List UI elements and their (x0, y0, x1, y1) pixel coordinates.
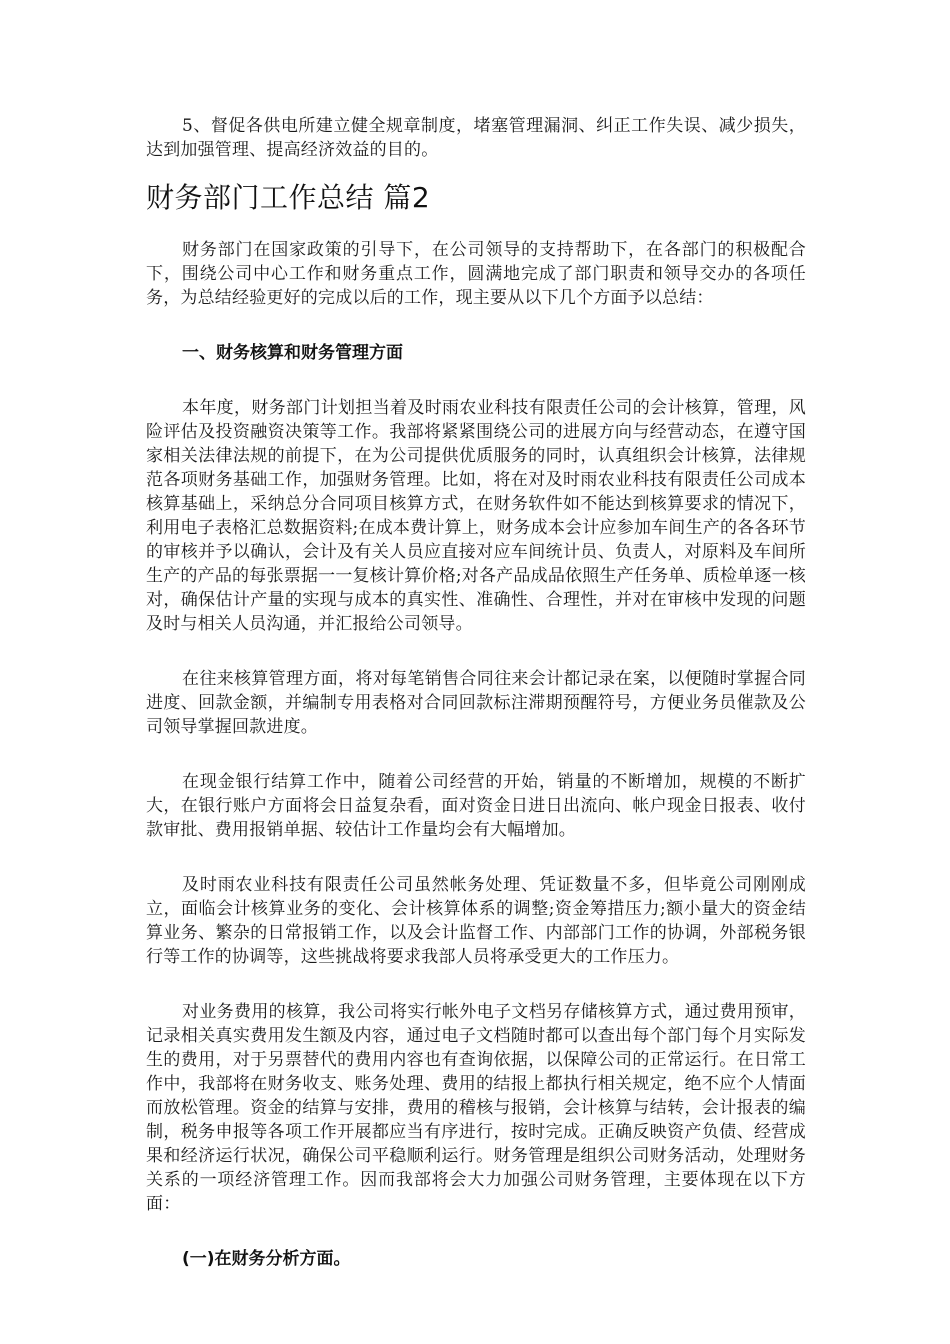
summary-paragraph: 财务部门在国家政策的引导下，在公司领导的支持帮助下，在各部门的积极配合下，围绕公司中心工作和财务重点工作，圆满地完成了部门职责和领导交办的各项任务，为总结经验更好的完成以后的工作，现主要从以下几个方面予以总结： (146, 240, 806, 308)
subheading-financial-analysis: (一)在财务分析方面。 (182, 1249, 351, 1269)
section-title: 财务部门工作总结 篇2 (146, 181, 431, 214)
document-body (146, 114, 806, 1302)
paragraph-annual-plan: 本年度，财务部门计划担当着及时雨农业科技有限责任公司的会计核算，管理，风险评估及投资融资决策等工作。我部将紧紧围绕公司的进展方向与经营动态，在遵守国家相关法律法规的前提下，在为公司提供优质服务的同时，认真组织会计核算，法律规范各项财务基础工作，加强财务管理。比如，将在对及时雨农业科技有限责任公司成本核算基础上，采纳总分合同项目核算方式，在财务软件如不能达到核算要求的情况下，利用电子表格汇总数据资料;在成本费计算上，财务成本会计应参加车间生产的各各环节的审核并予以确认，会计及有关人员应直接对应车间统计员、负责人，对原料及车间所生产的产品的每张票据一一复核计算价格;对各产品成品依照生产任务单、质检单逐一核对，确保估计产量的实现与成本的真实性、准确性、合理性，并对在审核中发现的问题及时与相关人员沟通，并汇报给公司领导。 (146, 398, 806, 634)
intro-paragraph: 5、督促各供电所建立健全规章制度，堵塞管理漏洞、纠正工作失误、减少损失，达到加强管理、提高经济效益的目的。 (146, 116, 806, 160)
paragraph-expense-accounting: 对业务费用的核算，我公司将实行帐外电子文档另存储核算方式，通过费用预审，记录相关真实费用发生额及内容，通过电子文档随时都可以查出每个部门每个月实际发生的费用，对于另票替代的费用内容也有查询依据，以保障公司的正常运行。在日常工作中，我部将在财务收支、账务处理、费用的结报上都执行相关规定，绝不应个人情面而放松管理。资金的结算与安排，费用的稽核与报销，会计核算与结转，会计报表的编制，税务申报等各项工作开展都应当有序进行，按时完成。正确反映资产负债、经营成果和经济运行状况，确保公司平稳顺利运行。财务管理是组织公司财务活动，处理财务关系的一项经济管理工作。因而我部将会大力加强公司财务管理，主要体现在以下方面： (146, 1002, 806, 1214)
paragraph-challenges: 及时雨农业科技有限责任公司虽然帐务处理、凭证数量不多，但毕竟公司刚刚成立，面临会计核算业务的变化、会计核算体系的调整;资金筹措压力;额小量大的资金结算业务、繁杂的日常报销工作，以及会计监督工作、内部部门工作的协调，外部税务银行等工作的协调等，这些挑战将要求我部人员将承受更大的工作压力。 (146, 875, 806, 967)
paragraph-receivables: 在往来核算管理方面，将对每笔销售合同往来会计都记录在案，以便随时掌握合同进度、回款金额，并编制专用表格对合同回款标注滞期预醒符号，方便业务员催款及公司领导掌握回款进度。 (146, 669, 806, 737)
paragraph-cash-bank: 在现金银行结算工作中，随着公司经营的开始，销量的不断增加，规模的不断扩大，在银行账户方面将会日益复杂看，面对资金日进日出流向、帐户现金日报表、收付款审批、费用报销单据、较估计工作量均会有大幅增加。 (146, 772, 806, 840)
subheading-accounting: 一、财务核算和财务管理方面 (182, 343, 403, 363)
